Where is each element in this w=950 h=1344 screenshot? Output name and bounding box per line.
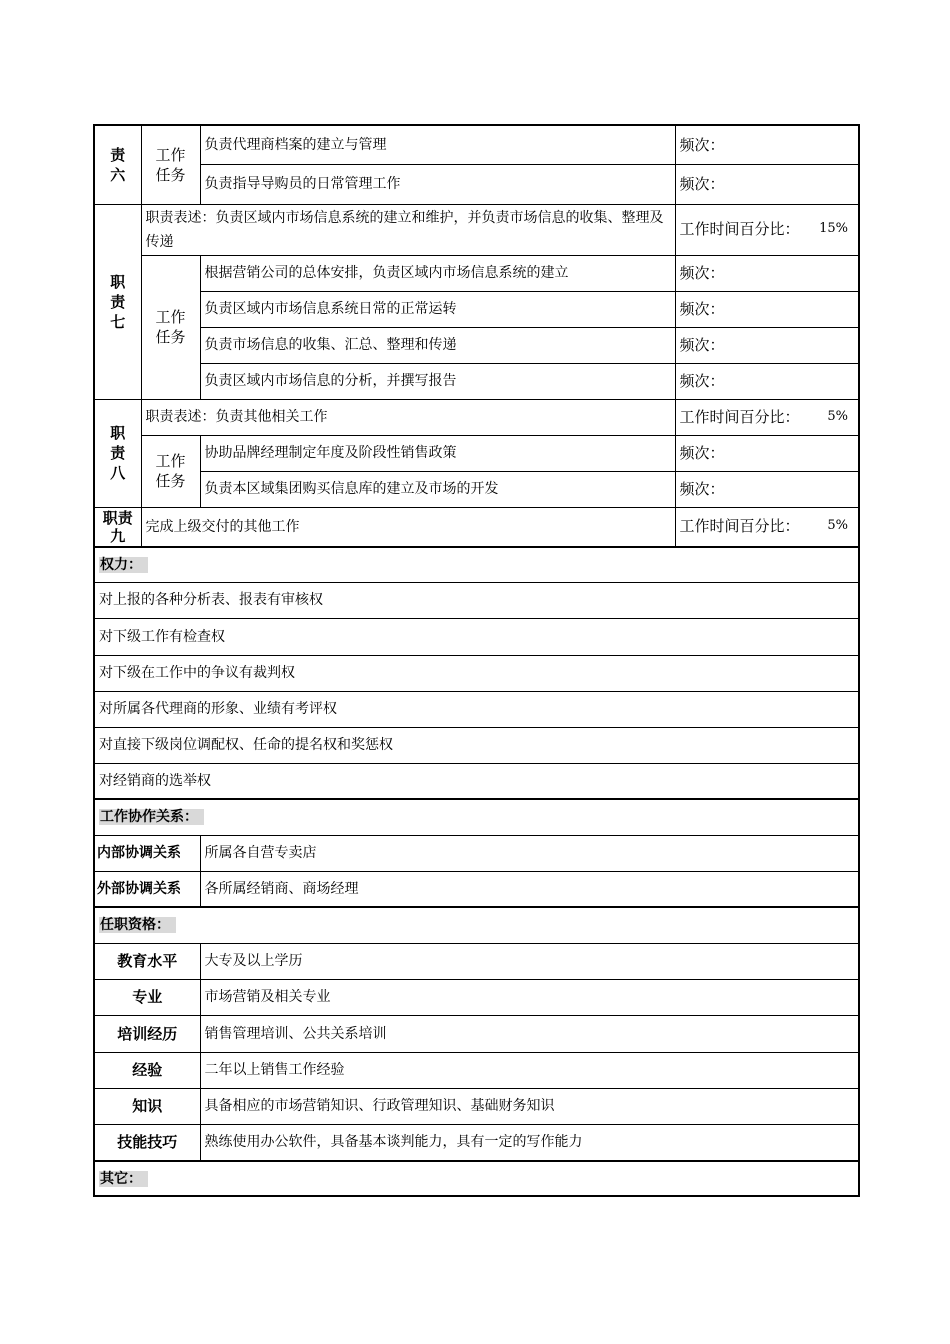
resp7-pct: [675, 204, 859, 255]
cooperation-internal-label: 内部协调关系: [94, 835, 200, 871]
authority-row: [94, 727, 859, 763]
resp9-pct: [675, 507, 859, 547]
qual-major-label: 专业: [94, 979, 200, 1015]
qual-training-label: 培训经历: [94, 1015, 200, 1052]
resp6-label: 责 六: [94, 125, 141, 204]
job-description-document: [93, 124, 858, 1197]
resp7-freq-4: 频次：: [675, 363, 859, 399]
resp9-row: [94, 507, 859, 547]
authority-row: [94, 618, 859, 655]
resp7-desc-row: [94, 204, 859, 255]
qual-major-value: 市场营销及相关专业: [200, 979, 859, 1015]
cooperation-row: [94, 871, 859, 907]
resp8-task-2: 负责本区域集团购买信息库的建立及市场的开发: [200, 471, 675, 507]
qualification-row: [94, 979, 859, 1015]
qual-experience-value: 二年以上销售工作经验: [200, 1052, 859, 1088]
resp9-pct-value: 5%: [827, 518, 848, 534]
other-header-cell: [94, 1161, 859, 1196]
cooperation-external-value: 各所属经销商、商场经理: [200, 871, 859, 907]
resp6-task-row: [94, 125, 859, 164]
qualifications-title: 任职资格：: [99, 917, 176, 933]
resp8-label: 职 责 八: [94, 399, 141, 507]
qual-training-value: 销售管理培训、公共关系培训: [200, 1015, 859, 1052]
authority-item-5: 对直接下级岗位调配权、任命的提名权和奖惩权: [94, 727, 859, 763]
resp7-task-3: 负责市场信息的收集、汇总、整理和传递: [200, 327, 675, 363]
resp7-task-label: 工作 任务: [141, 255, 200, 399]
resp8-freq-2: 频次：: [675, 471, 859, 507]
authority-header-row: [94, 547, 859, 582]
qual-skills-label: 技能技巧: [94, 1124, 200, 1161]
qual-experience-label: 经验: [94, 1052, 200, 1088]
authority-item-6: 对经销商的选举权: [94, 763, 859, 799]
resp8-task-row: [94, 435, 859, 471]
authority-row: [94, 655, 859, 691]
resp7-task-row: [94, 291, 859, 327]
resp7-description: 职责表述：负责区域内市场信息系统的建立和维护，并负责市场信息的收集、整理及传递: [141, 204, 675, 255]
resp8-desc-row: [94, 399, 859, 435]
resp6-task-2: 负责指导导购员的日常管理工作: [200, 164, 675, 204]
resp7-freq-3: 频次：: [675, 327, 859, 363]
resp7-freq-1: 频次：: [675, 255, 859, 291]
resp8-task-row: [94, 471, 859, 507]
authority-title: 权力：: [99, 557, 148, 573]
resp8-pct: [675, 399, 859, 435]
qualifications-header-cell: [94, 907, 859, 943]
cooperation-header-row: [94, 799, 859, 835]
authority-row: [94, 691, 859, 727]
qual-education-label: 教育水平: [94, 943, 200, 979]
resp7-task-1: 根据营销公司的总体安排，负责区域内市场信息系统的建立: [200, 255, 675, 291]
authority-item-1: 对上报的各种分析表、报表有审核权: [94, 582, 859, 618]
resp6-task-row: [94, 164, 859, 204]
resp6-freq-1: 频次：: [675, 125, 859, 164]
authority-item-4: 对所属各代理商的形象、业绩有考评权: [94, 691, 859, 727]
qualification-row: [94, 1052, 859, 1088]
qualifications-header-row: [94, 907, 859, 943]
job-table: [93, 124, 860, 1197]
cooperation-row: [94, 835, 859, 871]
resp7-pct-label: 工作时间百分比：: [679, 220, 800, 238]
other-title: 其它：: [99, 1171, 148, 1187]
resp9-description: 完成上级交付的其他工作: [141, 507, 675, 547]
qualification-row: [94, 1124, 859, 1161]
resp7-pct-value: 15%: [819, 221, 848, 236]
resp6-freq-2: 频次：: [675, 164, 859, 204]
qual-knowledge-label: 知识: [94, 1088, 200, 1124]
qual-skills-value: 熟练使用办公软件，具备基本谈判能力，具有一定的写作能力: [200, 1124, 859, 1161]
resp7-task-row: [94, 255, 859, 291]
qual-knowledge-value: 具备相应的市场营销知识、行政管理知识、基础财务知识: [200, 1088, 859, 1124]
authority-header-cell: [94, 547, 859, 582]
resp8-pct-label: 工作时间百分比：: [679, 407, 800, 426]
authority-row: [94, 763, 859, 799]
resp7-task-4: 负责区域内市场信息的分析，并撰写报告: [200, 363, 675, 399]
resp7-task-2: 负责区域内市场信息系统日常的正常运转: [200, 291, 675, 327]
resp8-task-1: 协助品牌经理制定年度及阶段性销售政策: [200, 435, 675, 471]
resp9-pct-label: 工作时间百分比：: [679, 517, 800, 536]
cooperation-title: 工作协作关系：: [99, 809, 204, 825]
resp8-description: 职责表述：负责其他相关工作: [141, 399, 675, 435]
resp9-label: 职责 九: [94, 507, 141, 547]
resp7-label: 职 责 七: [94, 204, 141, 399]
qualification-row: [94, 943, 859, 979]
cooperation-external-label: 外部协调关系: [94, 871, 200, 907]
authority-item-2: 对下级工作有检查权: [94, 618, 859, 655]
authority-row: [94, 582, 859, 618]
resp7-freq-2: 频次：: [675, 291, 859, 327]
qualification-row: [94, 1015, 859, 1052]
resp6-task-1: 负责代理商档案的建立与管理: [200, 125, 675, 164]
resp8-task-label: 工作 任务: [141, 435, 200, 507]
qual-education-value: 大专及以上学历: [200, 943, 859, 979]
authority-item-3: 对下级在工作中的争议有裁判权: [94, 655, 859, 691]
resp7-task-row: [94, 363, 859, 399]
qualification-row: [94, 1088, 859, 1124]
cooperation-internal-value: 所属各自营专卖店: [200, 835, 859, 871]
cooperation-header-cell: [94, 799, 859, 835]
resp6-task-label: 工作 任务: [141, 125, 200, 204]
resp8-freq-1: 频次：: [675, 435, 859, 471]
resp8-pct-value: 5%: [827, 408, 848, 424]
resp7-task-row: [94, 327, 859, 363]
other-header-row: [94, 1161, 859, 1196]
